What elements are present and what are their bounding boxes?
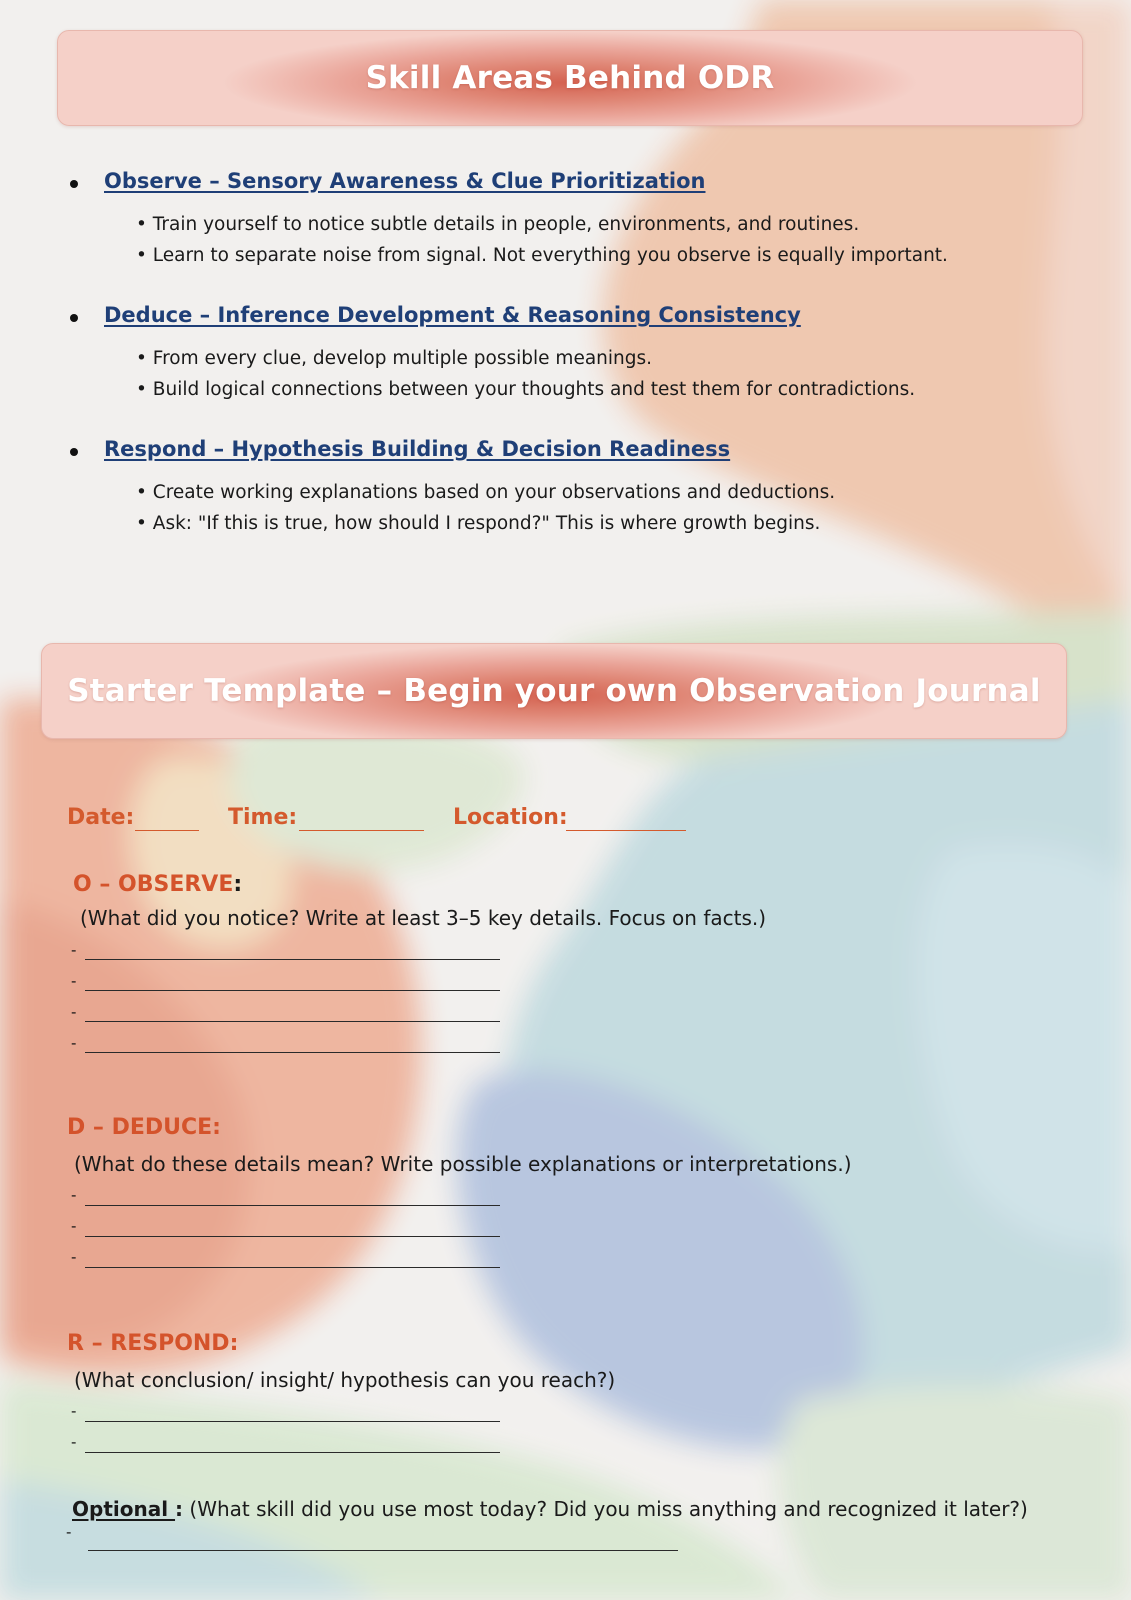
skill-heading-deduce: Deduce – Inference Development & Reasoning Consistency [104,303,801,327]
skill-areas-banner [57,30,1083,126]
date-field-line[interactable] [135,830,199,831]
date-label: Date: [67,805,135,830]
skill-point: • Ask: "If this is true, how should I respond?" This is where growth begins. [136,513,821,534]
skill-heading-observe: Observe – Sensory Awareness & Clue Prioritization [104,169,706,193]
deduce-answer-line[interactable] [85,1267,500,1268]
location-label: Location: [453,805,568,830]
bullet-icon [70,314,78,322]
dash-marker: - [66,1523,72,1541]
time-field-line[interactable] [299,830,424,831]
optional-colon: : [175,1497,184,1521]
deduce-answer-line[interactable] [85,1205,500,1206]
observe-answer-line[interactable] [85,959,500,960]
observe-prompt: (What did you notice? Write at least 3–5 key details. Focus on facts.) [80,906,767,930]
deduce-answer-line[interactable] [85,1236,500,1237]
deduce-heading: D – DEDUCE: [67,1115,221,1140]
skill-point: • Learn to separate noise from signal. Not everything you observe is equally important. [136,245,948,266]
time-label: Time: [228,805,298,830]
bullet-icon [70,448,78,456]
bullet-icon [70,180,78,188]
skill-point: • From every clue, develop multiple possible meanings. [136,348,653,369]
location-field-line[interactable] [566,830,686,831]
observe-heading-text: O – OBSERVE [73,872,234,897]
optional-section [72,1497,1028,1521]
deduce-prompt: (What do these details mean? Write possible explanations or interpretations.) [74,1152,852,1176]
dash-marker: - [71,1217,77,1235]
dash-marker: - [71,1186,77,1204]
observe-answer-line[interactable] [85,1021,500,1022]
respond-prompt: (What conclusion/ insight/ hypothesis can you reach?) [74,1368,616,1392]
dash-marker: - [71,972,77,990]
observe-colon: : [233,872,243,897]
optional-label: Optional [72,1497,176,1521]
dash-marker: - [71,1433,77,1451]
skill-heading-respond: Respond – Hypothesis Building & Decision Readiness [104,437,731,461]
dash-marker: - [71,941,77,959]
starter-template-banner [41,643,1067,739]
dash-marker: - [71,1402,77,1420]
observe-answer-line[interactable] [85,990,500,991]
respond-heading: R – RESPOND: [67,1331,239,1356]
dash-marker: - [71,1034,77,1052]
observe-answer-line[interactable] [85,1052,500,1053]
observe-heading [73,872,242,897]
skill-point: • Train yourself to notice subtle details in people, environments, and routines. [136,214,860,235]
skill-point: • Build logical connections between your thoughts and test them for contradictions. [136,379,916,400]
respond-answer-line[interactable] [85,1452,500,1453]
dash-marker: - [71,1003,77,1021]
optional-prompt: (What skill did you use most today? Did you miss anything and recognized it later?) [183,1497,1028,1521]
respond-answer-line[interactable] [85,1421,500,1422]
starter-template-title: Starter Template – Begin your own Observation Journal [67,673,1041,709]
optional-answer-line[interactable] [88,1550,678,1551]
skill-point: • Create working explanations based on your observations and deductions. [136,482,836,503]
dash-marker: - [71,1248,77,1266]
skill-areas-title: Skill Areas Behind ODR [365,60,775,96]
